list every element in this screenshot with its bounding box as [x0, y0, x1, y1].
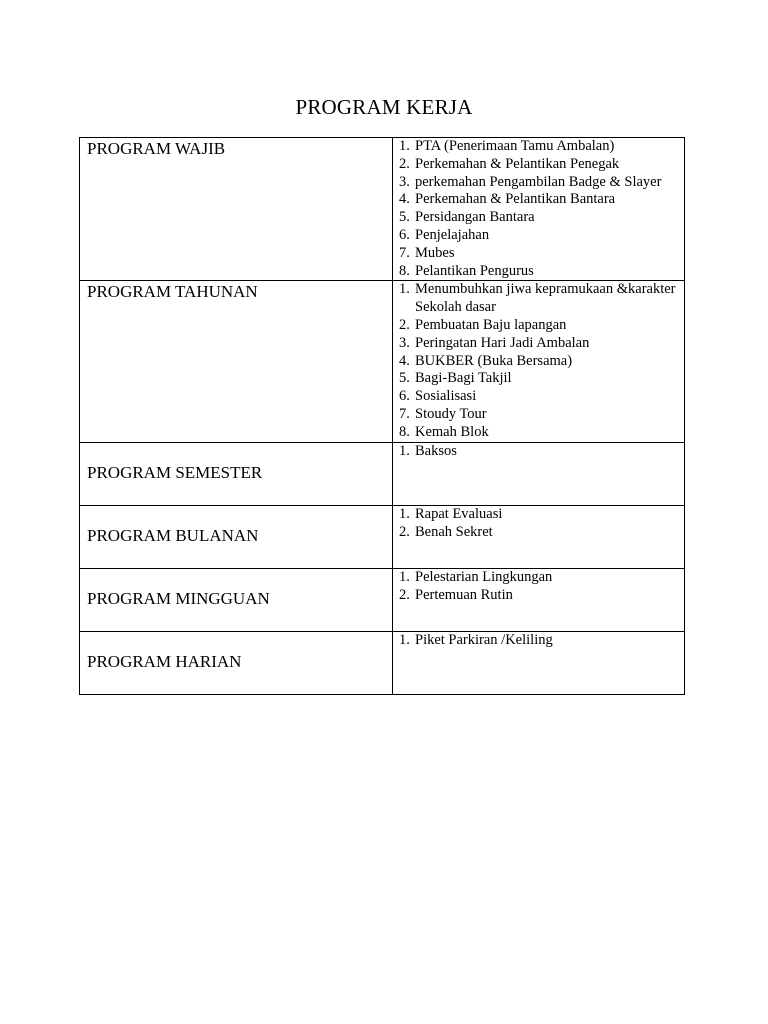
list-item	[399, 281, 682, 317]
list-item	[399, 191, 682, 209]
item-text: Kemah Blok	[415, 423, 489, 440]
program-name: PROGRAM HARIAN	[87, 652, 242, 672]
program-name: PROGRAM SEMESTER	[87, 463, 263, 483]
item-text: Stoudy Tour	[415, 405, 487, 422]
item-number: 6.	[399, 226, 410, 243]
list-item	[399, 335, 682, 353]
table-row-program-mingguan	[80, 569, 685, 632]
item-number: 4.	[399, 191, 410, 208]
program-item-list	[399, 632, 682, 650]
list-item	[399, 353, 682, 371]
item-number: 3.	[399, 334, 410, 351]
program-items-cell	[393, 281, 685, 443]
list-item	[399, 209, 682, 227]
item-number: 8.	[399, 423, 410, 440]
item-text: PTA (Penerimaan Tamu Ambalan)	[415, 138, 615, 154]
item-number: 2.	[399, 524, 410, 541]
item-number: 6.	[399, 388, 410, 405]
program-name-cell	[80, 443, 393, 506]
item-number: 1.	[399, 632, 410, 649]
item-text: Bagi-Bagi Takjil	[415, 370, 512, 387]
program-items-cell	[393, 443, 685, 506]
list-item	[399, 174, 682, 192]
item-text: Baksos	[415, 443, 457, 460]
program-name: PROGRAM MINGGUAN	[87, 589, 270, 609]
item-number: 1.	[399, 443, 410, 460]
list-item	[399, 424, 682, 442]
item-text: Persidangan Bantara	[415, 209, 535, 226]
item-text: perkemahan Pengambilan Badge & Slayer	[415, 173, 662, 190]
list-item	[399, 632, 682, 650]
table-row-program-tahunan	[80, 281, 685, 443]
program-table	[79, 137, 685, 695]
list-item	[399, 227, 682, 245]
list-item	[399, 156, 682, 174]
list-item	[399, 406, 682, 424]
program-item-list	[399, 569, 682, 605]
list-item	[399, 524, 682, 542]
program-item-list	[399, 138, 682, 280]
item-number: 1.	[399, 138, 410, 154]
item-number: 2.	[399, 155, 410, 172]
program-items-cell	[393, 506, 685, 569]
item-number: 2.	[399, 316, 410, 333]
table-row-program-semester	[80, 443, 685, 506]
program-name-cell	[80, 138, 393, 281]
item-number: 4.	[399, 352, 410, 369]
list-item	[399, 388, 682, 406]
program-items-cell	[393, 632, 685, 695]
table-row-program-wajib	[80, 138, 685, 281]
item-text: Penjelajahan	[415, 226, 490, 243]
list-item	[399, 317, 682, 335]
program-name: PROGRAM TAHUNAN	[87, 282, 258, 302]
item-text: Sosialisasi	[415, 388, 477, 405]
program-name: PROGRAM WAJIB	[87, 139, 226, 158]
program-name-cell	[80, 632, 393, 695]
item-number: 7.	[399, 244, 410, 261]
list-item	[399, 587, 682, 605]
item-number: 1.	[399, 506, 410, 523]
item-text: Pertemuan Rutin	[415, 587, 513, 604]
item-text: Benah Sekret	[415, 524, 493, 541]
item-text: Rapat Evaluasi	[415, 506, 503, 523]
item-number: 1.	[399, 281, 410, 298]
item-number: 1.	[399, 569, 410, 586]
item-text: Pelantikan Pengurus	[415, 262, 534, 279]
item-text: Pelestarian Lingkungan	[415, 569, 553, 586]
item-text: Perkemahan & Pelantikan Penegak	[415, 155, 620, 172]
list-item	[399, 138, 682, 156]
table-row-program-harian	[80, 632, 685, 695]
program-name-cell	[80, 506, 393, 569]
item-text: BUKBER (Buka Bersama)	[415, 352, 573, 369]
list-item	[399, 569, 682, 587]
list-item	[399, 506, 682, 524]
program-item-list	[399, 443, 682, 461]
item-number: 7.	[399, 405, 410, 422]
item-number: 2.	[399, 587, 410, 604]
item-number: 5.	[399, 209, 410, 226]
list-item	[399, 245, 682, 263]
program-name-cell	[80, 569, 393, 632]
item-number: 3.	[399, 173, 410, 190]
item-text: Menumbuhkan jiwa kepramukaan &karakter Sekolah dasar	[415, 281, 676, 316]
program-name: PROGRAM BULANAN	[87, 526, 259, 546]
program-name-cell	[80, 281, 393, 443]
item-text: Mubes	[415, 244, 455, 261]
list-item	[399, 370, 682, 388]
item-number: 8.	[399, 262, 410, 279]
item-text: Perkemahan & Pelantikan Bantara	[415, 191, 616, 208]
program-item-list	[399, 281, 682, 441]
item-text: Pembuatan Baju lapangan	[415, 316, 567, 333]
item-text: Peringatan Hari Jadi Ambalan	[415, 334, 590, 351]
program-items-cell	[393, 138, 685, 281]
program-item-list	[399, 506, 682, 542]
program-items-cell	[393, 569, 685, 632]
document-title: PROGRAM KERJA	[295, 95, 473, 119]
item-number: 5.	[399, 370, 410, 387]
list-item	[399, 263, 682, 281]
item-text: Piket Parkiran /Keliling	[415, 632, 553, 649]
list-item	[399, 443, 682, 461]
table-row-program-bulanan	[80, 506, 685, 569]
